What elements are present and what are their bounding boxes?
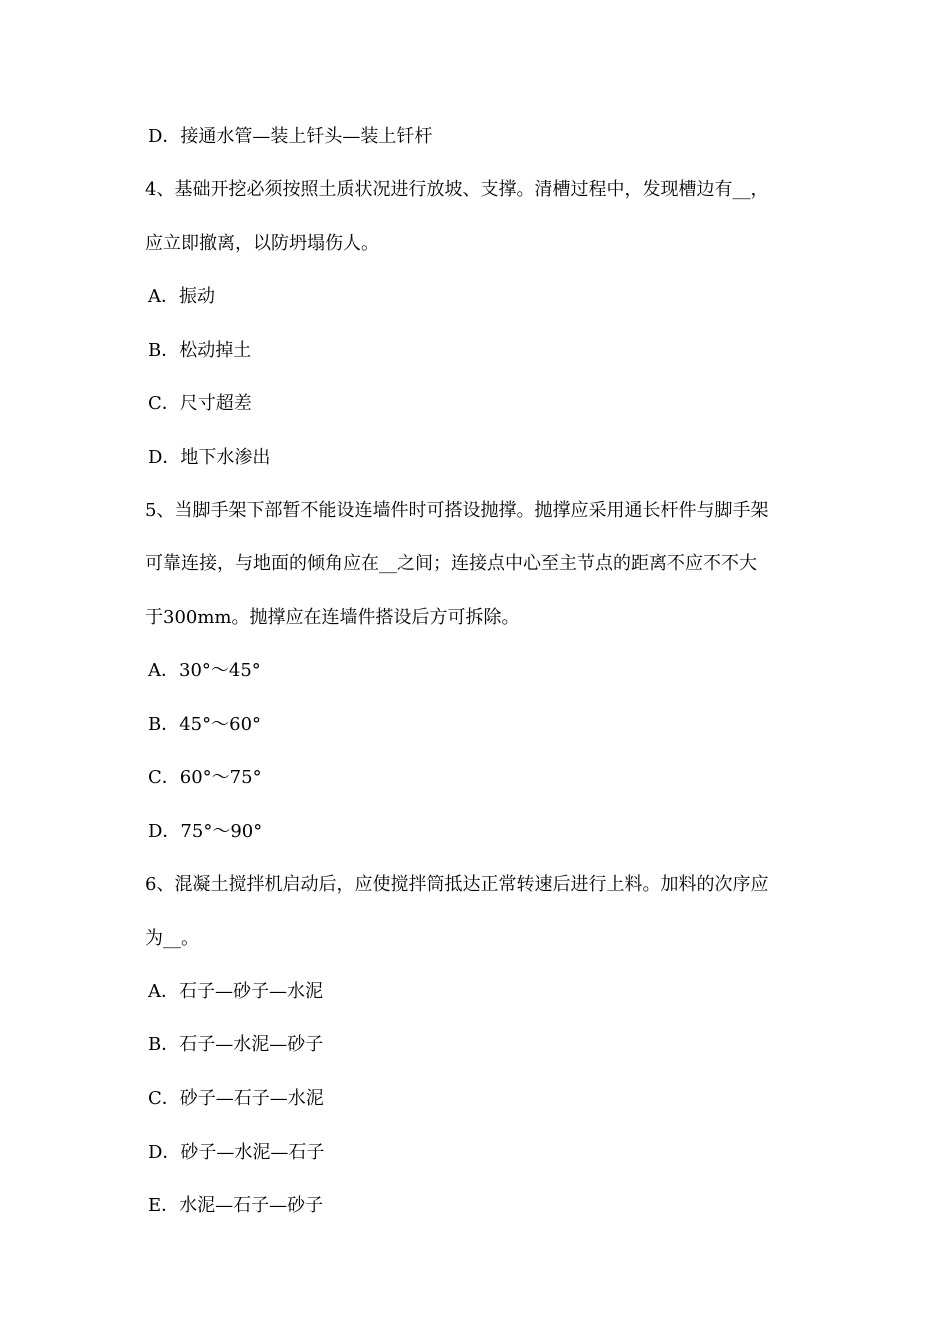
q5-question-stem-line-1: 5、当脚手架下部暂不能设连墙件时可搭设抛撑。抛撑应采用通长杆件与脚手架 bbox=[145, 500, 769, 521]
q4-option-d: D．地下水渗出 bbox=[148, 447, 271, 468]
q6-option-c: C．砂子—石子—水泥 bbox=[148, 1088, 324, 1109]
q5-option-d: D．75°～90° bbox=[148, 821, 263, 842]
q4-option-c: C．尺寸超差 bbox=[148, 393, 252, 414]
q4-question-stem-line-2: 应立即撤离，以防坍塌伤人。 bbox=[145, 233, 379, 254]
q5-option-a: A．30°～45° bbox=[148, 660, 261, 681]
q6-option-b: B．石子—水泥—砂子 bbox=[148, 1034, 324, 1055]
q4-option-a: A．振动 bbox=[148, 286, 215, 307]
q6-option-d: D．砂子—水泥—石子 bbox=[148, 1142, 325, 1163]
q5-question-stem-line-2: 可靠连接，与地面的倾角应在__之间；连接点中心至主节点的距离不应不不大 bbox=[145, 553, 757, 574]
q4-question-stem-line-1: 4、基础开挖必须按照土质状况进行放坡、支撑。清槽过程中，发现槽边有__， bbox=[145, 179, 769, 200]
q6-question-stem-line-2: 为__。 bbox=[145, 928, 199, 949]
q6-option-a: A．石子—砂子—水泥 bbox=[148, 981, 323, 1002]
q5-option-b: B．45°～60° bbox=[148, 714, 262, 735]
q5-option-c: C．60°～75° bbox=[148, 767, 262, 788]
q4-option-b: B．松动掉土 bbox=[148, 340, 252, 361]
q6-option-e: E．水泥—石子—砂子 bbox=[148, 1195, 324, 1216]
q3-option-d: D．接通水管—装上钎头—装上钎杆 bbox=[148, 126, 433, 147]
q5-question-stem-line-3: 于300mm。抛撑应在连墙件搭设后方可拆除。 bbox=[145, 607, 520, 628]
q6-question-stem-line-1: 6、混凝土搅拌机启动后，应使搅拌筒抵达正常转速后进行上料。加料的次序应 bbox=[145, 874, 769, 895]
